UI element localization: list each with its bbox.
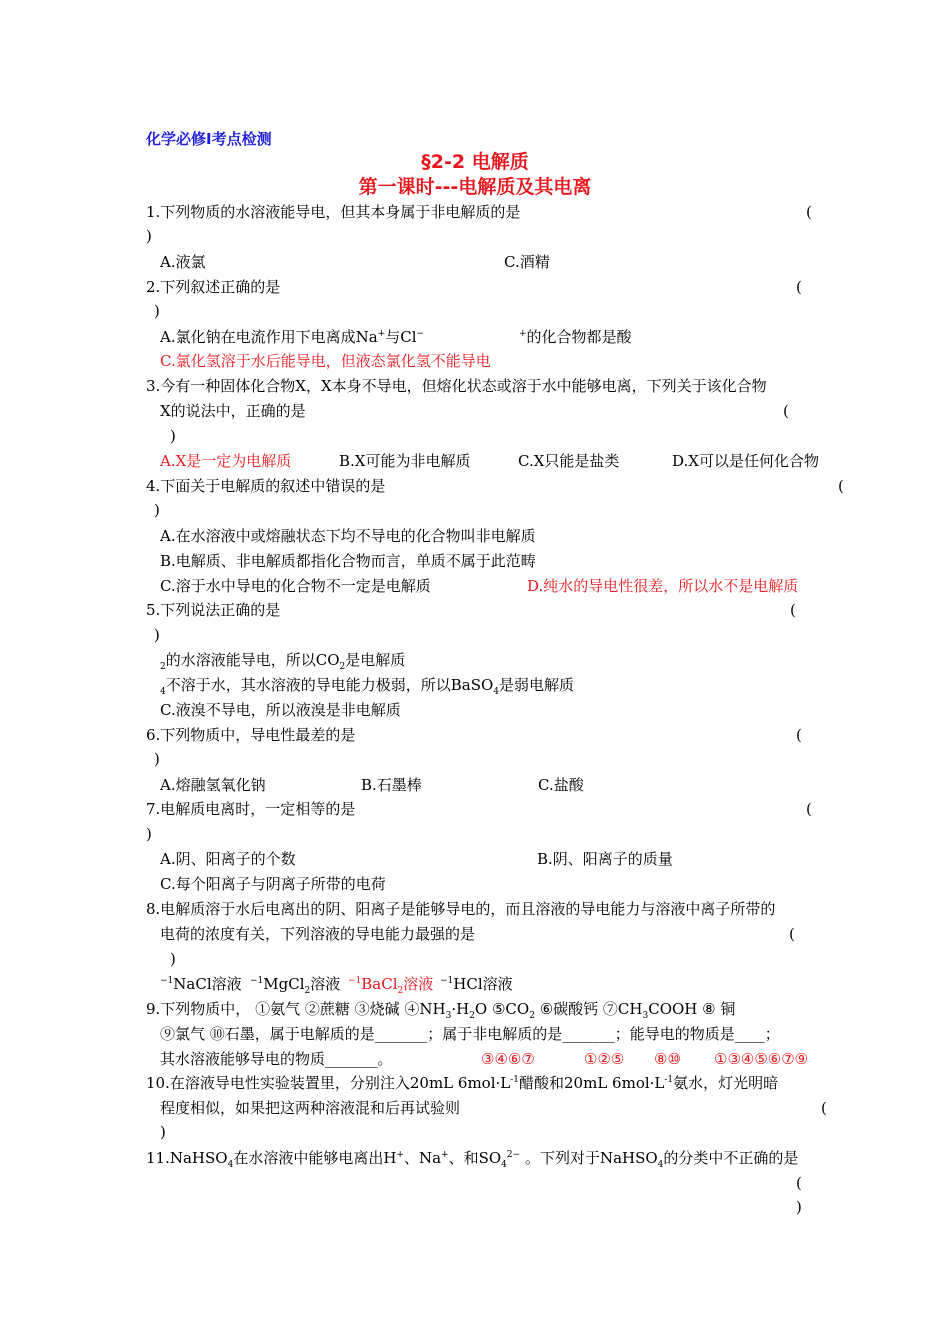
q8-option-1-sup: −1 [160,976,174,986]
q3-paren-close: ) [170,427,176,445]
q5-option-c: C.液溴不导电，所以液溴是非电解质 [160,701,401,719]
q5-option-a-sub2: 2 [339,662,346,672]
lesson-title: 第一课时---电解质及其电离 [358,176,592,198]
q5-stem: 5.下列说法正确的是 [146,601,281,619]
q9-answer-1: ③④⑥⑦ [481,1050,535,1068]
q11-plus-1: + [396,1150,404,1160]
q8-stem-line2: 电荷的浓度有关，下列溶液的导电能力最强的是 [160,925,476,943]
q9-line1-c: O ⑤CO [474,1000,530,1018]
q3-paren-open: ( [783,402,789,420]
q10-sup-2: -1 [664,1075,674,1085]
q9-h-sub: 2 [469,1011,475,1021]
q4-paren-close: ) [154,501,160,519]
q9-line1-a: 9.下列物质中， ①氨气 ②蔗糖 ③烧碱 ④NH [146,1000,446,1018]
q8-option-3-post: 溶液 [403,975,434,993]
q2-option-a [160,327,424,347]
q1-paren-open: ( [806,203,812,221]
q10-stem-a: 10.在溶液导电性实验装置里，分别注入20mL 6mol·L [146,1074,511,1092]
q2-option-b-text: 的化合物都是酸 [526,328,632,346]
q5-option-a-pre: 的水溶液能导电，所以CO [165,651,340,669]
q1-option-a: A.液氯 [160,253,206,271]
q8-option-4-text: HCl溶液 [453,975,513,993]
q5-paren-close: ) [154,626,160,644]
q11-stem-a: 11.NaHSO [146,1149,228,1167]
q11-sub-3: 4 [657,1160,664,1170]
q11-sup-2: 2− [506,1150,521,1160]
q11-stem [146,1148,798,1168]
q9-ch-sub: 3 [642,1011,649,1021]
q10-stem-line2: 程度相似，如果把这两种溶液混和后再试验则 [160,1099,461,1117]
q10-paren-open: ( [821,1099,827,1117]
q6-paren-close: ) [154,750,160,768]
q6-option-a: A.熔融氢氧化钠 [160,776,266,794]
q4-option-a: A.在水溶液中或熔融状态下均不导电的化合物叫非电解质 [160,527,536,545]
q8-option-3-sub: 2 [397,986,404,996]
q4-paren-open: ( [838,477,844,495]
q5-option-b-sub2: 4 [493,687,500,697]
q3-option-b: B.X可能为非电解质 [339,452,471,470]
q11-stem-e: 。下列对于NaHSO [520,1149,658,1167]
q9-line3: 其水溶液能够导电的物质_______。 [160,1050,393,1068]
q3-stem-line1: 3.今有一种固体化合物X，X本身不导电，但熔化状态或溶于水中能够电离，下列关于该化合物 [146,377,767,395]
q8-option-2-post: 溶液 [310,975,341,993]
q4-option-b: B.电解质、非电解质都指化合物而言，单质不属于此范畴 [160,552,536,570]
q10-stem-c: 氨水，灯光明暗 [673,1074,779,1092]
q9-co-sub: 2 [529,1011,535,1021]
q8-option-3-sup: −1 [348,976,362,986]
q9-line1-e: COOH ⑧ 铜 [648,1000,736,1018]
q8-stem-line1: 8.电解质溶于水后电离出的阴、阳离子是能够导电的，而且溶液的导电能力与溶液中离子所带的 [146,900,776,918]
q5-option-b [160,675,574,695]
q1-stem: 1.下列物质的水溶液能导电，但其本身属于非电解质的是 [146,203,521,221]
q8-paren-close: ) [170,950,176,968]
q7-paren-open: ( [806,800,812,818]
q2-paren-open: ( [796,278,802,296]
q11-stem-f: 的分类中不正确的是 [663,1149,799,1167]
q10-sup-1: -1 [510,1075,520,1085]
q9-line1 [146,999,735,1019]
q8-option-1 [160,974,242,994]
q7-option-a: A.阴、阳离子的个数 [160,850,296,868]
q11-stem-c: 、Na [403,1149,442,1167]
q10-stem-b: 醋酸和20mL 6mol·L [519,1074,665,1092]
q5-paren-open: ( [790,601,796,619]
q3-option-d: D.X可以是任何化合物 [672,452,819,470]
q6-option-c: C.盐酸 [538,776,584,794]
section-title: §2-2 电解质 [421,151,529,173]
q1-option-c: C.酒精 [504,253,550,271]
q5-option-a-post: 是电解质 [345,651,406,669]
q11-paren-close: ) [796,1198,802,1216]
q11-plus-2: + [441,1150,449,1160]
q9-answer-3: ⑧⑩ [654,1050,681,1068]
q5-option-b-pre: 不溶于水，其水溶液的导电能力极弱，所以BaSO [165,676,494,694]
q6-paren-open: ( [796,726,802,744]
q11-stem-d: 、和SO [448,1149,502,1167]
q3-stem-line2: X的说法中，正确的是 [160,402,306,420]
q4-option-d: D.纯水的导电性很差，所以水不是电解质 [527,577,799,595]
q2-option-a-pre: A.氯化钠在电流作用下电离成Na [160,328,378,346]
q6-stem: 6.下列物质中，导电性最差的是 [146,726,356,744]
q8-option-2-sub: 2 [304,986,311,996]
q9-line1-d: ⑥碳酸钙 ⑦CH [534,1000,643,1018]
q8-option-3-pre: BaCl [361,975,398,993]
q10-stem-line1 [146,1073,778,1093]
q8-option-4 [440,974,513,994]
q2-option-b [519,327,632,347]
q7-paren-close: ) [146,825,152,843]
q8-option-3 [348,974,433,994]
q2-option-c: C.氯化氢溶于水后能导电，但液态氯化氢不能导电 [160,352,491,370]
q9-line1-b: ·H [451,1000,470,1018]
q5-option-a-sub: 2 [160,662,166,672]
q4-stem: 4.下面关于电解质的叙述中错误的是 [146,477,386,495]
q9-answer-4: ①③④⑤⑥⑦⑨ [714,1050,809,1068]
q3-option-a: A.X是一定为电解质 [160,452,292,470]
q11-sub-2: 4 [501,1160,507,1170]
q8-paren-open: ( [789,925,795,943]
q6-option-b: B.石墨棒 [361,776,422,794]
q2-option-b-sup: + [519,329,527,339]
q2-stem: 2.下列叙述正确的是 [146,278,281,296]
q8-option-2-sup: −1 [250,976,264,986]
q8-option-4-sup: −1 [440,976,454,986]
q11-paren-open: ( [796,1174,802,1192]
q9-answer-2: ①②⑤ [584,1050,625,1068]
q2-option-a-mid: 与Cl [385,328,417,346]
subject-header: 化学必修Ⅰ考点检测 [146,130,272,148]
q2-option-a-minus: − [416,329,425,339]
q8-option-2 [250,974,340,994]
q11-sub-1: 4 [227,1160,234,1170]
q9-line2: ⑨氯气 ⑩石墨，属于电解质的是_______；属于非电解质的是_______；能导电的物质是____； [160,1025,780,1043]
q5-option-b-sub: 4 [160,687,166,697]
q2-option-a-plus: + [377,329,386,339]
q8-option-1-text: NaCl溶液 [173,975,242,993]
q4-option-c: C.溶于水中导电的化合物不一定是电解质 [160,577,431,595]
q5-option-a [160,650,405,670]
q10-paren-close: ) [160,1123,166,1141]
q11-stem-b: 在水溶液中能够电离出H [233,1149,397,1167]
q2-paren-close: ) [154,302,160,320]
q3-option-c: C.X只能是盐类 [518,452,620,470]
q7-stem: 7.电解质电离时，一定相等的是 [146,800,356,818]
q9-nh-sub: 3 [445,1011,452,1021]
q8-option-2-pre: MgCl [263,975,305,993]
q5-option-b-post: 是弱电解质 [499,676,575,694]
q1-paren-close: ) [146,227,152,245]
q7-option-b: B.阴、阳离子的质量 [537,850,673,868]
q7-option-c: C.每个阳离子与阴离子所带的电荷 [160,875,386,893]
